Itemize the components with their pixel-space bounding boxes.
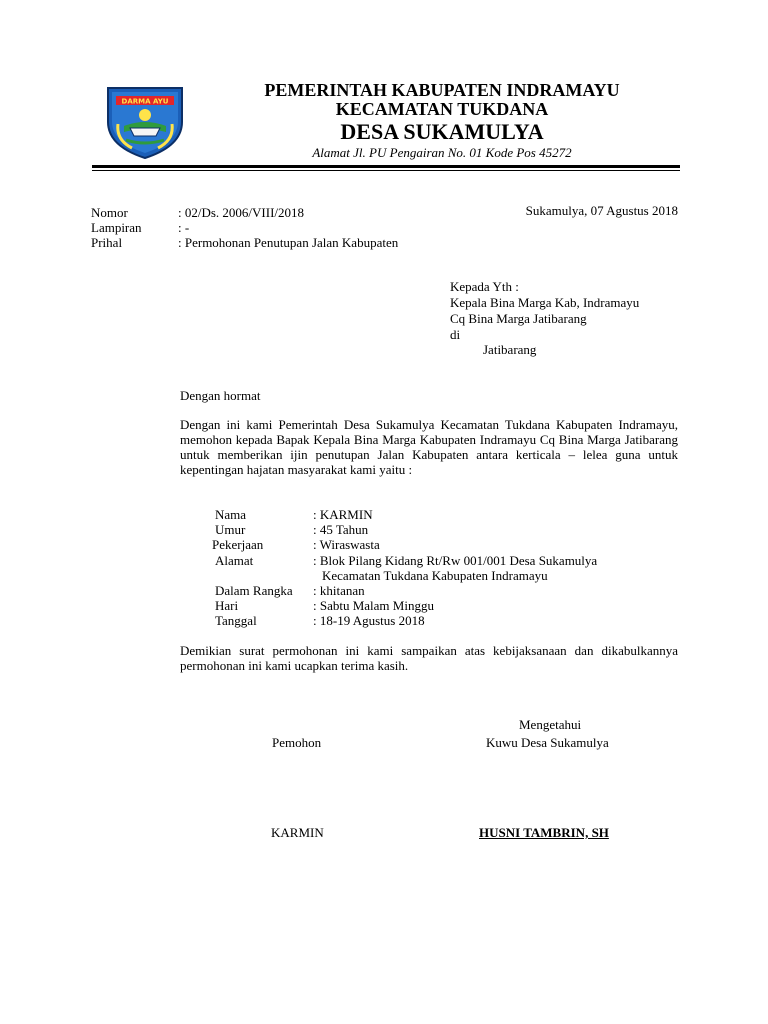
signature-right-pretitle: Mengetahui <box>519 717 582 732</box>
salutation: Dengan hormat <box>180 388 261 403</box>
detail-label-hari: Hari <box>215 598 239 613</box>
letterhead-government: PEMERINTAH KABUPATEN INDRAMAYU <box>264 80 620 100</box>
signature-right-title: Kuwu Desa Sukamulya <box>486 735 609 750</box>
body-paragraph-request: Dengan ini kami Pemerintah Desa Sukamulya Kecamatan Tukdana Kabupaten Indramayu, memohon kepada Bapak Kepala Bina Marga Kabupaten Indramayu Cq Bina Marga Jatibarang untuk memberikan ijin penutupan Jalan Kabupaten antara kerticala – lelea guna untuk kepentingan hajatan masyarakat kami yaitu : <box>180 417 678 477</box>
letterhead-district: KECAMATAN TUKDANA <box>335 99 549 119</box>
meta-label-prihal: Prihal <box>91 235 123 250</box>
detail-value-nama: : KARMIN <box>313 507 373 522</box>
detail-label-alamat: Alamat <box>215 553 254 568</box>
detail-value-pekerjaan: : Wiraswasta <box>313 537 380 552</box>
detail-value-tanggal: : 18-19 Agustus 2018 <box>313 613 425 628</box>
letterhead-address: Alamat Jl. PU Pengairan No. 01 Kode Pos 45272 <box>312 145 572 160</box>
detail-value-alamat: : Blok Pilang Kidang Rt/Rw 001/001 Desa Sukamulya <box>313 553 598 568</box>
recipient-line-5: Jatibarang <box>483 342 537 357</box>
detail-value-umur: : 45 Tahun <box>313 522 369 537</box>
letterhead-divider-thick <box>92 165 680 168</box>
signature-right-name: HUSNI TAMBRIN, SH <box>479 825 609 840</box>
detail-label-umur: Umur <box>215 522 246 537</box>
detail-value-alamat-cont: Kecamatan Tukdana Kabupaten Indramayu <box>322 568 548 583</box>
meta-value-nomor: : 02/Ds. 2006/VIII/2018 <box>178 205 305 220</box>
letterhead-divider-thin <box>92 170 680 171</box>
detail-label-nama: Nama <box>215 507 247 522</box>
recipient-line-1: Kepada Yth : <box>450 279 519 294</box>
body-paragraph-closing: Demikian surat permohonan ini kami sampaikan atas kebijaksanaan dan dikabulkannya permohonan ini kami ucapkan terima kasih. <box>180 643 678 673</box>
svg-text:DARMA AYU: DARMA AYU <box>121 97 169 106</box>
letterhead-village: DESA SUKAMULYA <box>340 119 544 144</box>
detail-label-dalam-rangka: Dalam Rangka <box>215 583 293 598</box>
recipient-line-3: Cq Bina Marga Jatibarang <box>450 311 587 326</box>
signature-left-title: Pemohon <box>272 735 322 750</box>
regency-emblem-logo <box>102 74 188 160</box>
detail-value-dalam-rangka: : khitanan <box>313 583 365 598</box>
meta-label-lampiran: Lampiran <box>91 220 142 235</box>
recipient-line-2: Kepala Bina Marga Kab, Indramayu <box>450 295 640 310</box>
recipient-line-4: di <box>450 327 461 342</box>
meta-value-lampiran: : - <box>178 220 190 235</box>
detail-label-pekerjaan: Pekerjaan <box>212 537 264 552</box>
signature-left-name: KARMIN <box>271 825 324 840</box>
meta-label-nomor: Nomor <box>91 205 128 220</box>
detail-label-tanggal: Tanggal <box>215 613 257 628</box>
meta-value-prihal: : Permohonan Penutupan Jalan Kabupaten <box>178 235 399 250</box>
letter-date: Sukamulya, 07 Agustus 2018 <box>525 203 678 218</box>
detail-value-hari: : Sabtu Malam Minggu <box>313 598 434 613</box>
